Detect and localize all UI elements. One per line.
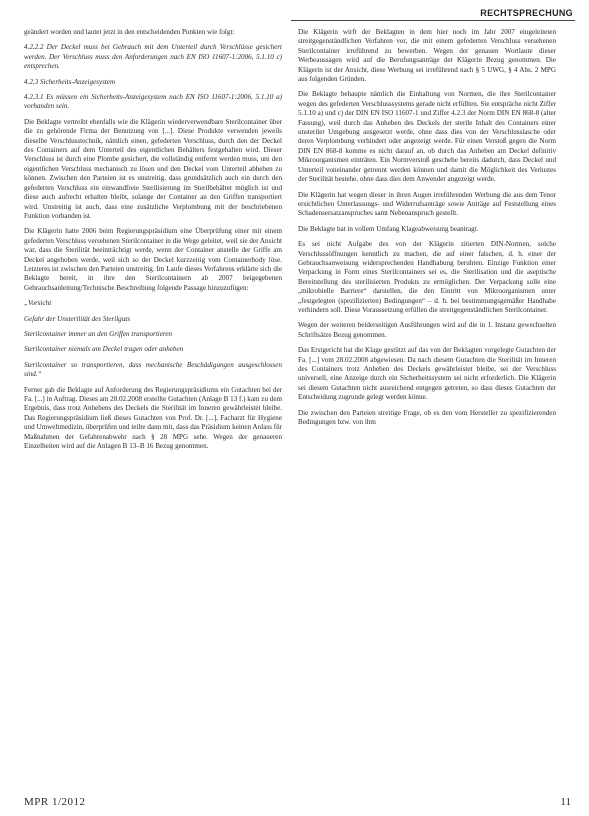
journal-issue: MPR 1/2012 — [24, 796, 86, 808]
paragraph: Die zwischen den Parteien streitige Frage, ob es den vom Hersteller zu spezifizierenden Bedingungen bzw. von ihm — [298, 408, 556, 427]
paragraph: Die Beklagte behaupte nämlich die Einhaltung von Normen, die ihre Sterilcontainer wegen des gefederten Verschlusssystems gerade nicht erfüllten. Sie entspräche nicht Ziffer 5.1.10 a) und c) der DIN EN ISO 11607-1 und Ziffer 4.2.3 der Norm DIN EN 868-8 (alter Fassung), weil durch das Anheben des Deckels der sterile Inhalt des Containers einer unsteriler Umgebung ausgesetzt werde, ohne dass dies von der Verschlusslasche oder deren Verplombung verhindert oder angezeigt werde. Für einen Verstoß gegen die Norm DIN EN 868-8 komme es nicht darauf an, ob durch das Anheben am Deckel definitiv Mikroorganismen einträten. Ein Normverstoß geschehe bereits dadurch, dass Deckel und Unterteil voneinander getrennt werden können und damit die Möglichkeit des Verlustes der Sterilität bestehe, ohne dass dies dem Anwender angezeigt werde. — [298, 90, 556, 184]
header-rule — [291, 20, 575, 21]
left-column — [24, 28, 282, 457]
paragraph: Es sei nicht Aufgabe des von der Klägerin zitierten DIN-Normen, solche Verschlussöffnungen kenntlich zu machen, die auf einer falschen, d. h. einer der Gebrauchsanweisung widersprechenden Handhabung beruhten. Einzige Funktion einer Verpackung in Form eines Sterilcontainers sei es, die Sterilisation und die aseptische Bereitstellung des sterilisierten Produkts zu ermöglichen. Der Verpackung solle eine „mikrobielle Barriere“ darstellen, die den Eintritt von Mikroorganismen unter „festgelegten (spezifizierten) Bedingungen“ – d. h. bei bestimmungsgemäßer Handhabe verhindern soll. Diese Voraussetzung erfüllen die streitgegenständlichen Sterilcontainer. — [298, 240, 556, 314]
quote-line: „Vorsicht — [24, 299, 52, 308]
paragraph: Die Beklagte hat in vollem Umfang Klageabweisung beantragt. — [298, 224, 479, 233]
paragraph: Die Beklagte vertreibt ebenfalls wie die Klägerin wiederverwendbare Sterilcontainer über die zu gehörende Firma der Benutzung von [...]. Diese Produkte verwenden jeweils dieselbe Verschlusstechnik, nämlich einen, gefederten Verschluss, durch den der Deckel des Containers auf dem Unterteil des eigentlichen Behälters festgehalten wird. Dieser Verschluss ist durch eine Plombe gesichert, die vollständig entfernt werden muss, um den eigentlichen Verschluss mechanisch zu lösen und den Deckel vom Unterteil abheben zu können. Zwischen den Parteien ist es unstreitig, dass grundsätzlich auch ein durch den gefederten Verschluss ein einwandfreie Sterilisierung im Sterilbehälter möglich ist und diese auch aufrecht erhalten bleibt, solange der Container an den Griffen transportiert wird. Unstreitig ist auch, dass eine zusätzliche Verplombung mit der beschriebenen Funktion vorhanden ist. — [24, 117, 282, 220]
norm-heading: 4.2.3 Sicherheits-Anzeigesystem — [24, 77, 116, 86]
quote-line: Sterilcontainer so transportieren, dass mechanische Beschädigungen ausgeschlossen sind.“ — [24, 360, 282, 379]
quote-line: Sterilcontainer niemals am Deckel tragen oder anheben — [24, 345, 184, 354]
section-header: RECHTSPRECHUNG — [480, 8, 573, 18]
paragraph: Die Klägerin hat wegen dieser in ihren Augen irreführenden Werbung die aus dem Tenor ersichtlichen Unterlassungs- und Widerrufsanträge sowie Anträge auf Feststellung eines Schadensersatzanspruches samt Nebenanspruch gestellt. — [298, 190, 556, 218]
paragraph: Das Erstgericht hat die Klage gestützt auf das von der Beklagten vorgelegte Gutachten der Fa. [...] vom 28.02.2008 abgewiesen. Da nach diesem Gutachten die Sterilität im Inneren des Containers trotz Anheben des Deckels gewährleistet bleibe, sei der Verschluss universell, eine Anzeige durch ein Sicherheitssystem sei nicht erforderlich. Die Klägerin sei diesem Gutachten nicht ausreichend entgegen getreten, so dass dieses Gutachten der Entscheidung zugrunde gelegt werden könne. — [298, 346, 556, 402]
paragraph: geändert worden und lautet jetzt in den entscheidenden Punkten wie folgt: — [24, 28, 235, 36]
quoted-norm: 4.2.3.1 Es müssen ein Sicherheits-Anzeigesystem nach EN ISO 11607-1:2006, 5.1.10 a) vorhanden sein. — [24, 93, 282, 111]
quoted-norm: 4.2.2.2 Der Deckel muss bei Gebrauch mit dem Unterteil durch Verschlüsse gesichert werden. Der Verschluss muss den Anforderungen nach EN ISO 11607-1:2006, 5.1.10 c) entsprechen. — [24, 43, 282, 71]
quote-line: Sterilcontainer immer an den Griffen transportieren — [24, 329, 173, 338]
paragraph: Ferner gab die Beklagte auf Anforderung des Regierungspräsidiums ein Gutachten bei der Fa. [...] in Auftrag. Dieses am 28.02.2008 erstellte Gutachten (Anlage B 13 f.) kam zu dem Ergebnis, dass trotz Anhebens des Deckels die Sterilität im Inneren gewährleistet bleibe. Das Regierungspräsidium ließ dieses Gutachten von Prof. Dr. [...], Facharzt für Hygiene und Umweltmedizin, überprüfen und teilte dann mit, dass das Präsidium keinen Anlass für Maßnahmen der Gefahrenabwehr nach § 28 MPG sehe. Wegen der genaueren Einzelheiten wird auf die Anlagen B 13–B 16 Bezug genommen. — [24, 385, 282, 451]
page-number: 11 — [560, 796, 571, 808]
paragraph: Wegen der weiteren beiderseitigen Ausführungen wird auf die in 1. Instanz gewechselten Schriftsätze Bezug genommen. — [298, 321, 556, 339]
paragraph: Die Klägerin wirft der Beklagten in dem hier noch im Jahr 2007 eingeleiteten streitgegenständlichen Verfahren vor, die mit einem gefederten Verschluss versehenen Sterilcontainer irreführend zu bewerben. Wegen der genauen Wortlaute dieser Werbeaussagen wird auf die Berufungsanträge der Klägerin Bezug genommen. Die Klägerin ist der Ansicht, diese Werbung sei irreführend nach § 5 UWG, § 4 Abs. 2 MPG aus folgenden Gründen. — [298, 28, 556, 84]
paragraph: Die Klägerin hatte 2006 beim Regierungspräsidium eine Überprüfung einer mit einem gefederten Verschluss versehenen Sterilcontainer in die Wege geleitet, weil sie der Ansicht war, dass die Sterilität beeinträchtigt werde, wenn der Container anstelle der Griffe am Deckel angehoben werde, weil sich so der Deckel kurzzeitig vom Containerbody löse. Letzteres ist zwischen den Parteien unstreitig. Im Laufe dieses Verfahrens erklärte sich die Beklagte bereit, in ihre den Sterilcontainern ab 2007 beigegebenen Gebrauchsanleitung/Technische Beschreibung folgende Passage hinzuzufügen: — [24, 227, 282, 292]
right-column — [298, 28, 556, 433]
quote-line: Gefahr der Unsterilität des Sterilguts — [24, 314, 131, 323]
